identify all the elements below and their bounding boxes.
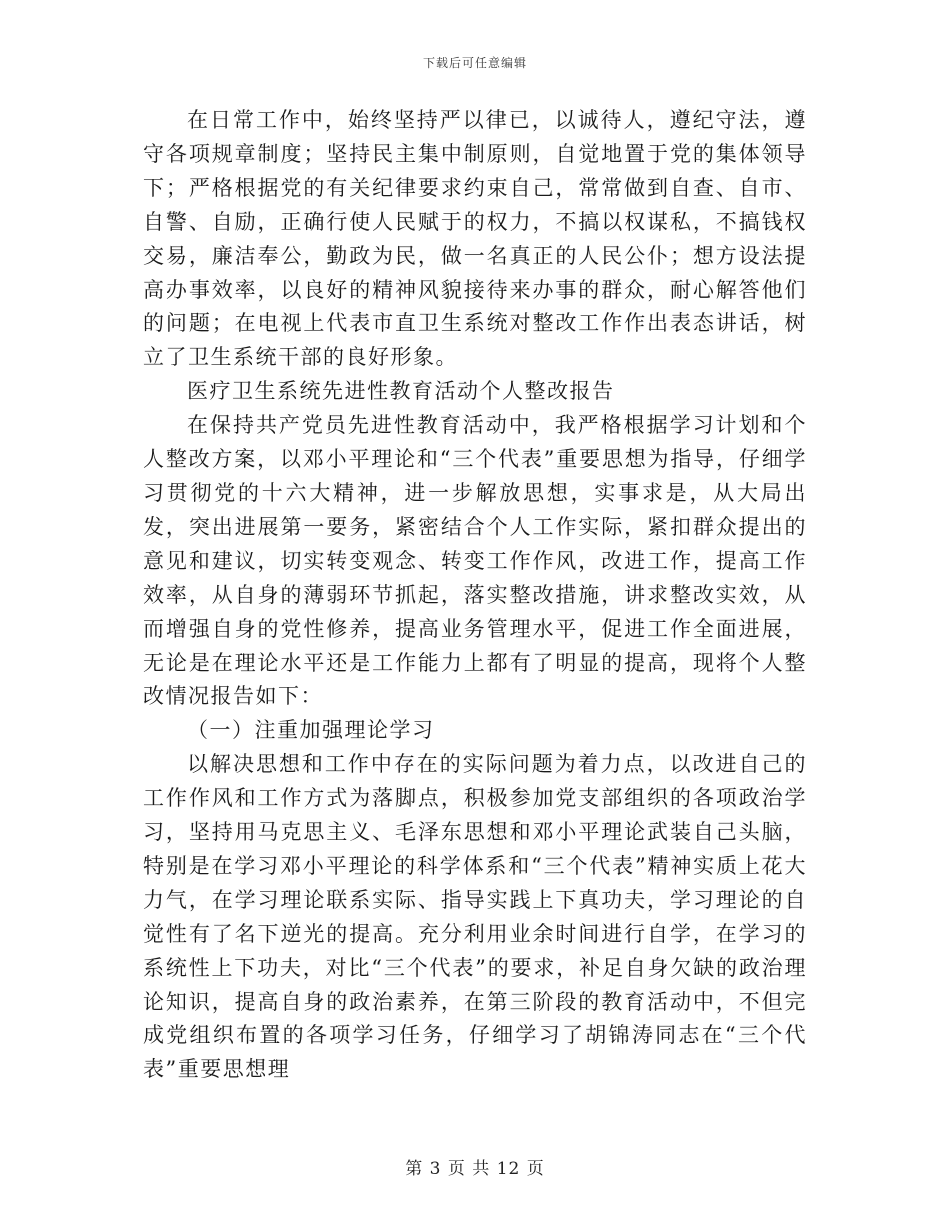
section-heading-theory-study: （一）注重加强理论学习 [187, 718, 435, 743]
page-header: 下载后可任意编辑 [422, 56, 527, 70]
paragraph-discipline: 在日常工作中，始终坚持严以律已，以诚待人，遵纪守法，遵守各项规章制度；坚持民主集中制原则，自觉地置于党的集体领导下；严格根据党的有关纪律要求约束自己，常常做到自查、自市、自警、自励，正确行使人民赋于的权力，不搞以权谋私，不搞钱权交易，廉洁奉公，勤政为民，做一名真正的人民公仆；想方设法提高办事效率，以良好的精神风貌接待来办事的群众，耐心解答他们的问题；在电视上代表市直卫生系统对整改工作作出表态讲话，树立了卫生系统干部的良好形象。 [143, 108, 807, 370]
document-body [143, 104, 807, 1087]
paragraph-theory-study: 以解决思想和工作中存在的实际问题为着力点，以改进自己的工作作风和工作方式为落脚点，积极参加党支部组织的各项政治学习，坚持用马克思主义、毛泽东思想和邓小平理论武装自己头脑，特别是在学习邓小平理论的科学体系和“三个代表”精神实质上花大力气，在学习理论联系实际、指导实践上下真功夫，学习理论的自觉性有了名下逆光的提高。充分利用业余时间进行自学，在学习的系统性上下功夫，对比“三个代表”的要求，补足自身欠缺的政治理论知识，提高自身的政治素养，在第三阶段的教育活动中，不但完成党组织布置的各项学习任务，仔细学习了胡锦涛同志在“三个代表”重要思想理 [143, 752, 807, 1082]
paragraph-introduction: 在保持共产党员先进性教育活动中，我严格根据学习计划和个人整改方案，以邓小平理论和“三个代表”重要思想为指导，仔细学习贯彻党的十六大精神，进一步解放思想，实事求是，从大局出发，突出进展第一要务，紧密结合个人工作实际，紧扣群众提出的意见和建议，切实转变观念、转变工作作风，改进工作，提高工作效率，从自身的薄弱环节抓起，落实整改措施，讲求整改实效，从而增强自身的党性修养，提高业务管理水平，促进工作全面进展，无论是在理论水平还是工作能力上都有了明显的提高，现将个人整改情况报告如下： [143, 413, 807, 709]
page-footer: 第 3 页 共 12 页 [405, 1159, 545, 1179]
report-title: 医疗卫生系统先进性教育活动个人整改报告 [187, 379, 615, 404]
